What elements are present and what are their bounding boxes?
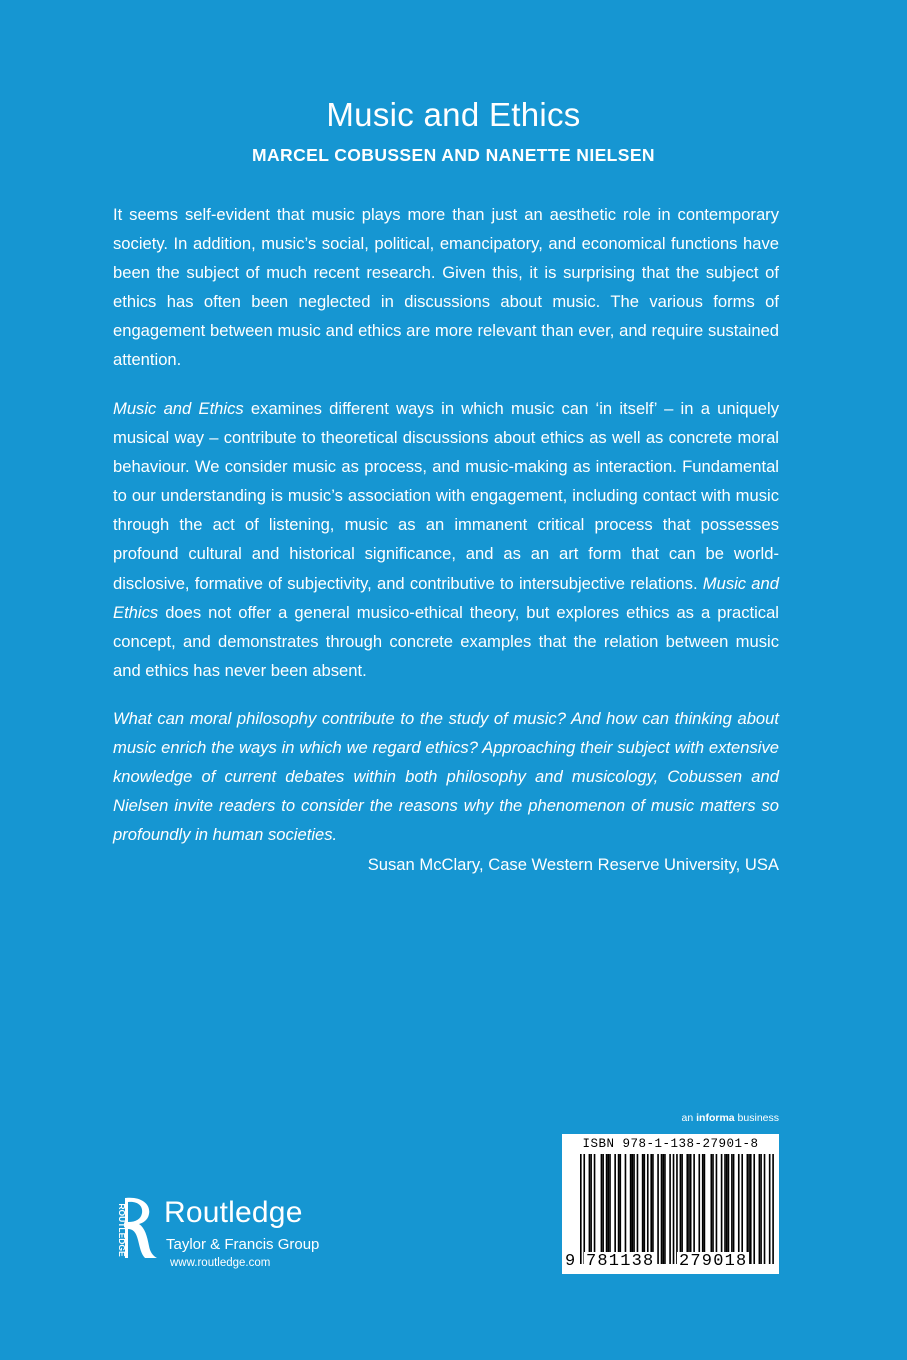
barcode-bar bbox=[728, 1154, 730, 1264]
routledge-logo-icon bbox=[111, 1196, 157, 1260]
endorsement-quote: What can moral philosophy contribute to the study of music? And how can thinking about music enrich the ways in which we regard ethics? Approaching their subject with extensive knowledge of current debates within both philosophy and musicology, Cobussen and Nielsen invite readers to consider the reasons why the phenomenon of music matters so profoundly in human societies. bbox=[113, 709, 779, 845]
publisher-group: Taylor & Francis Group bbox=[166, 1236, 320, 1253]
barcode-bar bbox=[712, 1154, 714, 1264]
informa-brand: informa bbox=[696, 1112, 735, 1124]
paragraph-2-text-2: does not offer a general musico-ethical theory, but explores ethics as a practical concept, and demonstrates through concrete examples that the relation between music and ethics has never been absent. bbox=[113, 602, 779, 680]
barcode-bar bbox=[710, 1154, 712, 1264]
paragraph-2-text-1: examines different ways in which music can ‘in itself’ – in a uniquely musical way – contribute to theoretical discussions about ethics as well as concrete moral behaviour. We consider music as process, and music-making as interaction. Fundamental to our understanding is music’s association with engagement, including contact with music through the act of listening, music as an immanent critical process that possesses profound cultural and historical significance, and as an art form that can be world-disclosive, formative of subjectivity, and contributive to intersubjective relations. bbox=[113, 399, 779, 593]
barcode-bar bbox=[759, 1154, 761, 1264]
isbn-right-digits: 279018 bbox=[679, 1252, 748, 1271]
routledge-vertical-label: ROUTLEDGE bbox=[117, 1203, 127, 1257]
italic-book-title: Music and Ethics bbox=[113, 573, 779, 622]
barcode-bar bbox=[642, 1154, 644, 1264]
barcode-bar bbox=[650, 1154, 652, 1264]
barcode-bar bbox=[633, 1154, 635, 1264]
barcode-bar bbox=[681, 1154, 683, 1264]
book-title: Music and Ethics bbox=[326, 96, 581, 133]
barcode-bar bbox=[589, 1154, 591, 1264]
barcode-bar bbox=[690, 1154, 692, 1264]
barcode-bar bbox=[676, 1154, 678, 1264]
barcode-bar bbox=[619, 1154, 621, 1264]
barcode-bar bbox=[724, 1154, 726, 1264]
barcode-bar bbox=[601, 1154, 603, 1264]
barcode-bar bbox=[606, 1154, 608, 1264]
barcode-bars bbox=[562, 1154, 779, 1264]
barcode-bar bbox=[726, 1154, 728, 1264]
barcode-bar bbox=[741, 1154, 743, 1264]
barcode-bar bbox=[618, 1154, 620, 1264]
barcode-bar bbox=[632, 1154, 634, 1264]
barcode-bar bbox=[750, 1154, 752, 1264]
barcode-bar bbox=[747, 1154, 749, 1264]
barcode-bar bbox=[698, 1154, 700, 1264]
barcode-bar bbox=[637, 1154, 639, 1264]
italic-book-title: Music and Ethics bbox=[113, 399, 244, 418]
barcode-bar bbox=[680, 1154, 682, 1264]
barcode-bar bbox=[733, 1154, 735, 1264]
informa-business-tagline bbox=[600, 1112, 779, 1124]
barcode-bar bbox=[721, 1154, 723, 1264]
barcode-bar bbox=[664, 1154, 666, 1264]
isbn-left-digits: 781138 bbox=[586, 1252, 655, 1271]
barcode-bar bbox=[662, 1154, 664, 1264]
barcode-bar bbox=[614, 1154, 616, 1264]
barcode-bar bbox=[580, 1154, 582, 1264]
barcode-bar bbox=[661, 1154, 663, 1264]
barcode-bar bbox=[652, 1154, 654, 1264]
book-authors: MARCEL COBUSSEN AND NANETTE NIELSEN bbox=[252, 145, 655, 165]
barcode-bar bbox=[644, 1154, 646, 1264]
barcode-bar bbox=[657, 1154, 659, 1264]
barcode-bar bbox=[609, 1154, 611, 1264]
barcode-bar bbox=[753, 1154, 755, 1264]
informa-prefix: an bbox=[681, 1112, 697, 1124]
barcode-bar bbox=[594, 1154, 596, 1264]
barcode-bar bbox=[738, 1154, 740, 1264]
isbn-first-digit: 9 bbox=[565, 1252, 576, 1271]
barcode-bar bbox=[647, 1154, 649, 1264]
barcode-bar bbox=[769, 1154, 771, 1264]
description-paragraph-2 bbox=[113, 394, 779, 685]
barcode-bar bbox=[669, 1154, 671, 1264]
publisher-url: www.routledge.com bbox=[170, 1257, 271, 1269]
barcode-bar bbox=[630, 1154, 632, 1264]
description-paragraph-1: It seems self-evident that music plays more than just an aesthetic role in contemporary society. In addition, music’s social, political, emancipatory, and economical functions have been the subject of much recent research. Given this, it is surprising that the subject of ethics has often been neglected in discussions about music. The various forms of engagement between music and ethics are more relevant than ever, and require sustained attention. bbox=[113, 205, 779, 370]
publisher-name: Routledge bbox=[164, 1196, 303, 1229]
barcode-bar bbox=[702, 1154, 704, 1264]
barcode-bar bbox=[704, 1154, 706, 1264]
informa-suffix: business bbox=[734, 1112, 779, 1124]
barcode-bar bbox=[688, 1154, 690, 1264]
barcode-bar bbox=[625, 1154, 627, 1264]
barcode-bar bbox=[693, 1154, 695, 1264]
isbn-barcode bbox=[562, 1134, 779, 1274]
barcode-bar bbox=[673, 1154, 675, 1264]
barcode-bar bbox=[607, 1154, 609, 1264]
barcode-bar bbox=[602, 1154, 604, 1264]
barcode-bar bbox=[764, 1154, 766, 1264]
barcode-bar bbox=[760, 1154, 762, 1264]
barcode-bar bbox=[590, 1154, 592, 1264]
barcode-bar bbox=[686, 1154, 688, 1264]
barcode-bar bbox=[748, 1154, 750, 1264]
endorsement-attribution: Susan McClary, Case Western Reserve University, USA bbox=[367, 855, 779, 874]
barcode-bar bbox=[716, 1154, 718, 1264]
isbn-digits bbox=[562, 1252, 779, 1274]
isbn-label: ISBN 978-1-138-27901-8 bbox=[582, 1137, 759, 1151]
barcode-bar bbox=[731, 1154, 733, 1264]
barcode-bar bbox=[583, 1154, 585, 1264]
barcode-bar bbox=[772, 1154, 774, 1264]
